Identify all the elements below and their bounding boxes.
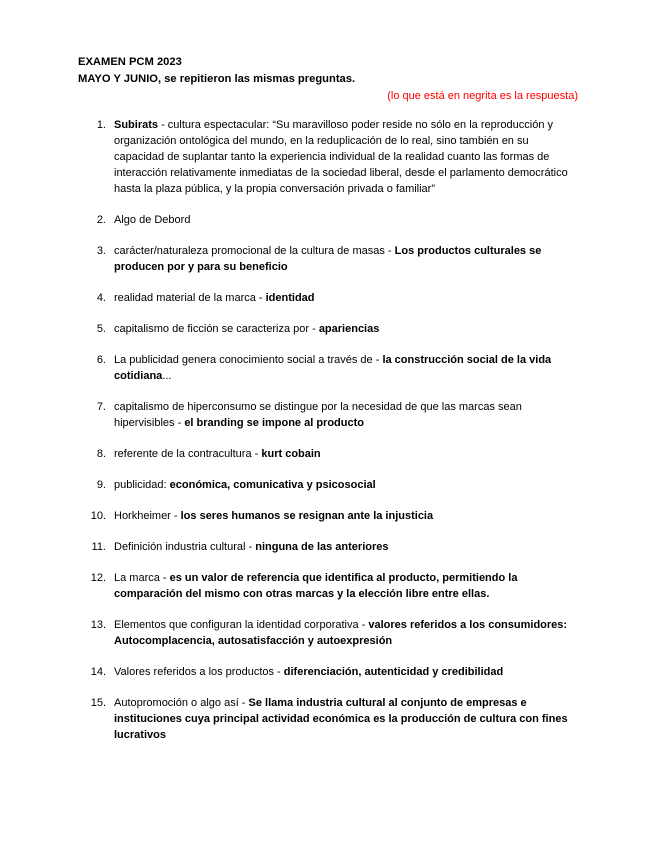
list-item — [78, 508, 578, 524]
legend-note: (lo que está en negrita es la respuesta) — [387, 90, 578, 102]
item-number: 13. — [90, 619, 106, 631]
item-answer: valores referidos a los consumidores: Autocomplacencia, autosatisfacción y autoexpresión — [114, 619, 568, 647]
item-question: carácter/naturaleza promocional de la cultura de masas - — [114, 245, 395, 257]
item-number: 1. — [96, 119, 106, 131]
item-answer: identidad — [265, 292, 315, 304]
item-number: 6. — [96, 354, 106, 366]
item-question: realidad material de la marca - — [114, 292, 266, 304]
document-subtitle: MAYO Y JUNIO, se repitieron las mismas preguntas. — [78, 73, 356, 85]
item-answer: diferenciación, autenticidad y credibilidad — [283, 666, 504, 678]
list-item — [78, 570, 578, 602]
list-item — [78, 117, 578, 197]
list-item — [78, 243, 578, 275]
item-question: Elementos que configuran la identidad corporativa - — [114, 619, 369, 631]
item-number: 4. — [96, 292, 106, 304]
item-answer: Los productos culturales se producen por y para su beneficio — [114, 245, 542, 273]
item-number: 5. — [96, 323, 106, 335]
list-item — [78, 399, 578, 431]
item-ellipsis: ... — [162, 370, 172, 382]
list-item — [78, 290, 578, 306]
list-item — [78, 539, 578, 555]
item-question: Valores referidos a los productos - — [114, 666, 284, 678]
list-item — [78, 321, 578, 337]
item-answer: el branding se impone al producto — [184, 417, 364, 429]
item-number: 12. — [90, 572, 106, 584]
item-number: 2. — [96, 214, 106, 226]
item-question: publicidad: — [114, 479, 170, 491]
item-answer: los seres humanos se resignan ante la injusticia — [180, 510, 434, 522]
list-item — [78, 446, 578, 462]
item-number: 9. — [96, 479, 106, 491]
item-number: 10. — [90, 510, 106, 522]
item-answer: Subirats — [114, 119, 159, 131]
item-answer: ninguna de las anteriores — [255, 541, 389, 553]
item-question: Definición industria cultural - — [114, 541, 256, 553]
item-question: Autopromoción o algo así - — [114, 697, 249, 709]
item-number: 7. — [96, 401, 106, 413]
list-item — [78, 212, 578, 228]
list-item — [78, 477, 578, 493]
item-answer: apariencias — [318, 323, 380, 335]
item-number: 8. — [96, 448, 106, 460]
item-question: La marca - — [114, 572, 170, 584]
item-number: 14. — [90, 666, 106, 678]
item-question: capitalismo de hiperconsumo se distingue por la necesidad de que las marcas sean hipervisibles - — [114, 401, 522, 429]
item-question: Algo de Debord — [114, 214, 191, 226]
list-item — [78, 352, 578, 384]
list-item — [78, 695, 578, 743]
item-number: 3. — [96, 245, 106, 257]
item-answer: es un valor de referencia que identifica al producto, permitiendo la comparación del mismo con otras marcas y la elección libre entre ellas. — [114, 572, 518, 600]
item-question: Horkheimer - — [114, 510, 181, 522]
document-title: EXAMEN PCM 2023 — [78, 56, 182, 68]
item-question: referente de la contracultura - — [114, 448, 262, 460]
item-answer: Se llama industria cultural al conjunto de empresas e instituciones cuya principal actividad económica es la producción de cultura con fines lucrativos — [114, 697, 568, 741]
item-question: - cultura espectacular: “Su maravilloso poder reside no sólo en la reproducción y organización ontológica del mundo, en la reduplicación de lo real, sino también en su capacidad de suplantar tanto la experiencia individual de la realidad cuanto las formas de interacción relativamente inmediatas de la sociedad liberal, desde el parlamento democrático hasta la plaza pública, y la propia conversación privada o familiar” — [114, 119, 568, 195]
item-answer: la construcción social de la vida cotidiana — [114, 354, 552, 382]
item-number: 11. — [91, 541, 106, 553]
list-item — [78, 617, 578, 649]
list-item — [78, 664, 578, 680]
question-list — [78, 117, 578, 743]
item-question: La publicidad genera conocimiento social a través de - — [114, 354, 383, 366]
item-question: capitalismo de ficción se caracteriza por - — [114, 323, 319, 335]
item-number: 15. — [90, 697, 106, 709]
item-answer: económica, comunicativa y psicosocial — [169, 479, 376, 491]
item-answer: kurt cobain — [261, 448, 321, 460]
